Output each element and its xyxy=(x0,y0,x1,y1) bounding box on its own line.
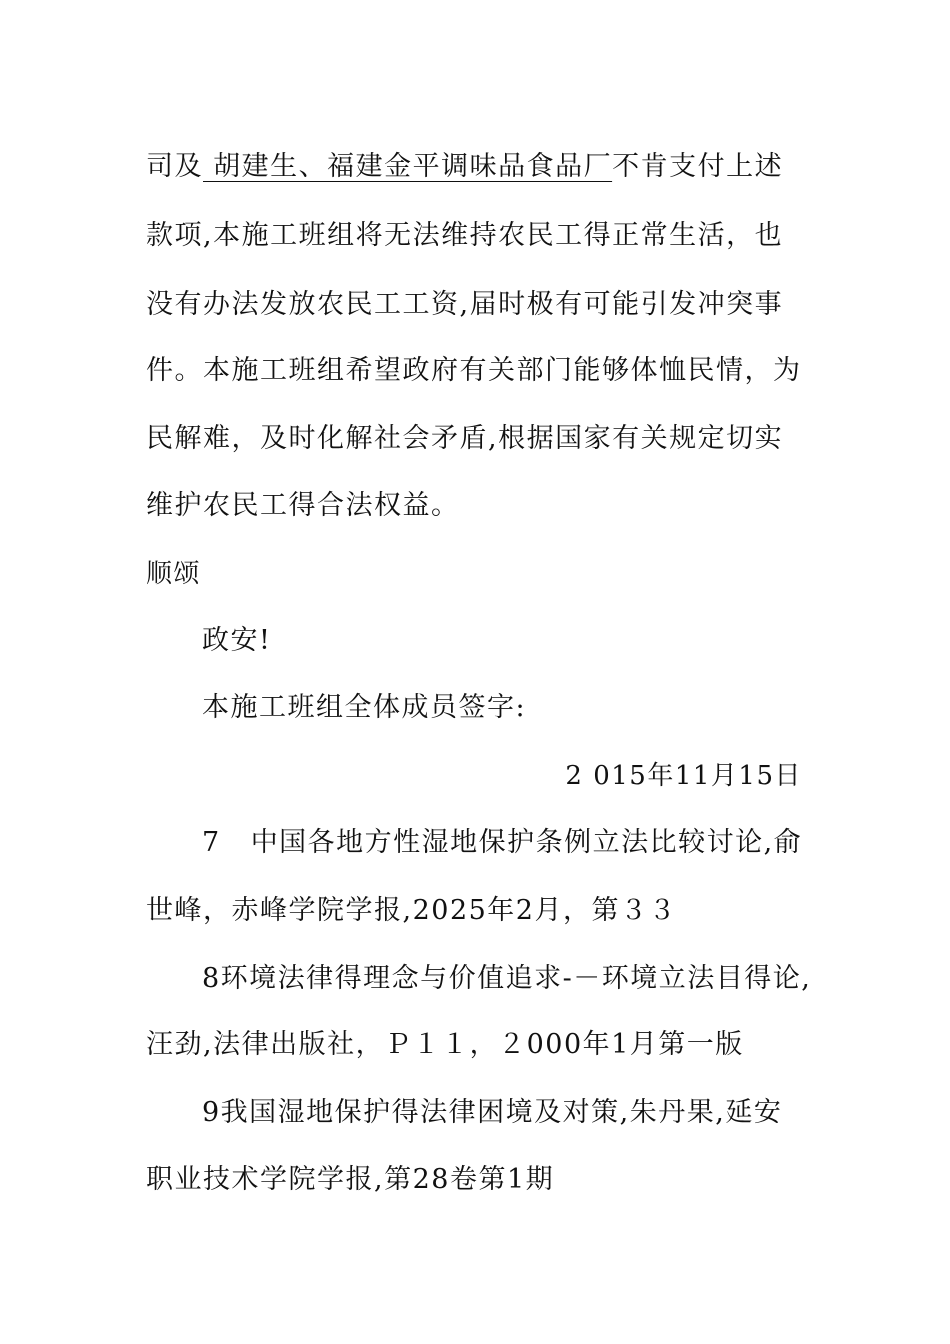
signature-line: 本施工班组全体成员签字: xyxy=(202,692,527,723)
reference-7-line-2: 世峰，赤峰学院学报,2025年2月，第３３ xyxy=(146,895,677,926)
paragraph-line-5: 民解难，及时化解社会矛盾,根据国家有关规定切实 xyxy=(146,423,784,454)
letter-date: 2 015年11月15日 xyxy=(565,761,802,791)
closing-phrase: 顺颂 xyxy=(146,559,202,589)
paragraph-line-2: 款项,本施工班组将无法维持农民工得正常生活，也 xyxy=(146,220,784,251)
salutation: 政安! xyxy=(202,625,272,656)
reference-title: 中国各地方性湿地保护条例立法比较讨论,俞 xyxy=(250,827,803,858)
reference-number: 7 xyxy=(202,827,221,858)
text-segment: 不肯支付上述 xyxy=(612,151,784,182)
reference-8-line-1: 8环境法律得理念与价值追求-－环境立法目得论, xyxy=(202,963,812,994)
paragraph-line-6: 维护农民工得合法权益。 xyxy=(146,490,460,521)
paragraph-line-3: 没有办法发放农民工工资,届时极有可能引发冲突事 xyxy=(146,289,784,320)
text-segment: 司及 xyxy=(146,151,203,182)
paragraph-line-4: 件。本施工班组希望政府有关部门能够体恤民情，为 xyxy=(146,355,802,386)
paragraph-line-1 xyxy=(146,150,783,184)
reference-9-line-1: 9我国湿地保护得法律困境及对策,朱丹果,延安 xyxy=(202,1097,783,1128)
reference-9-line-2: 职业技术学院学报,第28卷第1期 xyxy=(146,1164,555,1195)
reference-7-line-1 xyxy=(202,826,802,860)
reference-8-line-2: 汪劲,法律出版社，Ｐ１１，２000年1月第一版 xyxy=(146,1029,744,1060)
underlined-names: 胡建生、福建金平调味品食品厂 xyxy=(203,151,613,182)
